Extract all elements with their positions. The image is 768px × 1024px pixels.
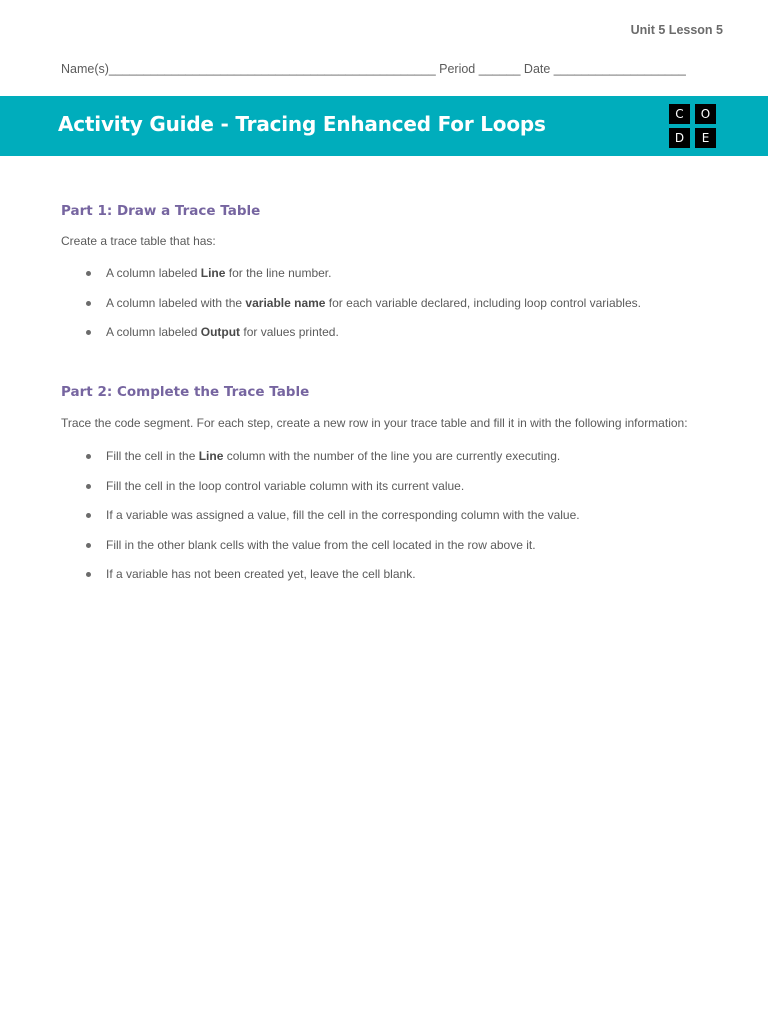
list-item: A column labeled Output for values printed.	[85, 325, 641, 355]
list-item: If a variable was assigned a value, fill the cell in the corresponding column with the value.	[85, 508, 580, 538]
part2-bullet-list	[85, 449, 580, 597]
part1-heading: Part 1: Draw a Trace Table	[61, 203, 261, 219]
list-item: Fill the cell in the Line column with the number of the line you are currently executing.	[85, 449, 580, 479]
part1-intro: Create a trace table that has:	[61, 234, 216, 248]
logo-letter: E	[695, 128, 716, 148]
logo-letter: O	[695, 104, 716, 124]
list-item: Fill in the other blank cells with the value from the cell located in the row above it.	[85, 538, 580, 568]
list-item: If a variable has not been created yet, leave the cell blank.	[85, 567, 580, 597]
logo-letter: D	[669, 128, 690, 148]
list-item: A column labeled Line for the line number.	[85, 266, 641, 296]
part1-bullet-list	[85, 266, 641, 355]
part2-intro: Trace the code segment. For each step, create a new row in your trace table and fill it in with the following information:	[61, 416, 688, 430]
unit-lesson-label: Unit 5 Lesson 5	[630, 23, 723, 37]
name-period-date-line: Name(s)_______________________________________________ Period ______ Date ___________________	[61, 62, 686, 76]
list-item: Fill the cell in the loop control variable column with its current value.	[85, 479, 580, 509]
part2-heading: Part 2: Complete the Trace Table	[61, 384, 310, 400]
code-org-logo	[669, 104, 716, 148]
list-item: A column labeled with the variable name for each variable declared, including loop control variables.	[85, 296, 641, 326]
title-banner	[0, 96, 768, 156]
logo-letter: C	[669, 104, 690, 124]
page-title: Activity Guide - Tracing Enhanced For Loops	[58, 112, 546, 136]
